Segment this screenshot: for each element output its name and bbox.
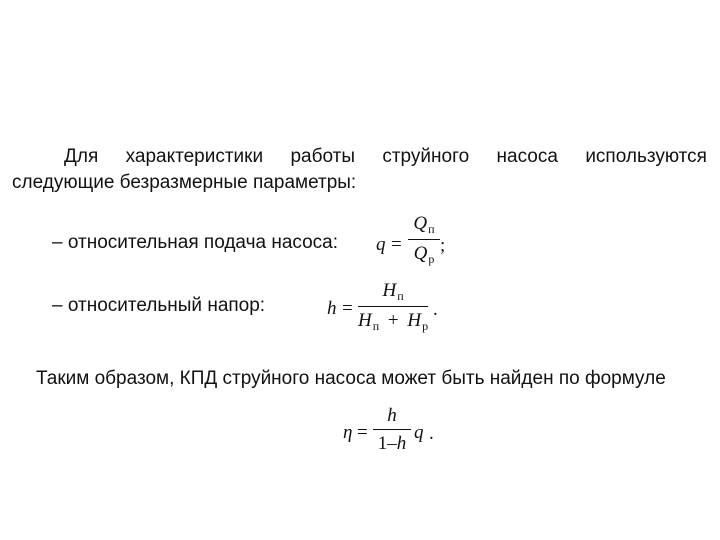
param2-lhs: h (327, 298, 337, 319)
param1-denominator: $Q_р$ (413, 243, 435, 266)
param1-lhs: q (376, 234, 386, 255)
intro-word: работы (290, 146, 355, 167)
param1-numerator: $Q_п$ (413, 213, 435, 236)
param2-fraction-bar (358, 306, 428, 307)
intro-word: характеристики (125, 146, 264, 167)
efficiency-lhs: η (343, 422, 353, 443)
param1-fraction (408, 214, 440, 265)
intro-line-2: следующие безразмерные параметры: (12, 172, 357, 193)
efficiency-numerator: h (387, 405, 397, 426)
intro-line-1 (64, 147, 707, 166)
efficiency-equals: = (357, 422, 368, 443)
intro-word: струйного (382, 146, 470, 167)
param1-semicolon: ; (440, 235, 446, 256)
intro-word: Для (64, 146, 99, 167)
efficiency-fraction (373, 406, 411, 453)
param1-label: – относительная подача насоса: (52, 232, 339, 253)
param2-numerator: $H_п$ (382, 280, 404, 303)
param2-fraction (358, 281, 428, 332)
efficiency-fraction-bar (373, 429, 411, 430)
param2-denominator: $H_п + H_р$ (358, 310, 429, 333)
conclusion-text: Таким образом, КПД струйного насоса может быть найден по формуле (36, 368, 666, 389)
intro-word: используются (585, 146, 707, 167)
param1-equals: = (391, 234, 402, 255)
intro-word: насоса (496, 146, 558, 167)
param2-equals: = (342, 298, 353, 319)
efficiency-factor: q (414, 422, 424, 443)
param2-period: . (433, 299, 438, 320)
efficiency-denominator: 1–h (377, 433, 407, 454)
param2-label: – относительный напор: (52, 295, 266, 316)
param1-fraction-bar (408, 239, 440, 240)
efficiency-period: . (429, 423, 434, 444)
